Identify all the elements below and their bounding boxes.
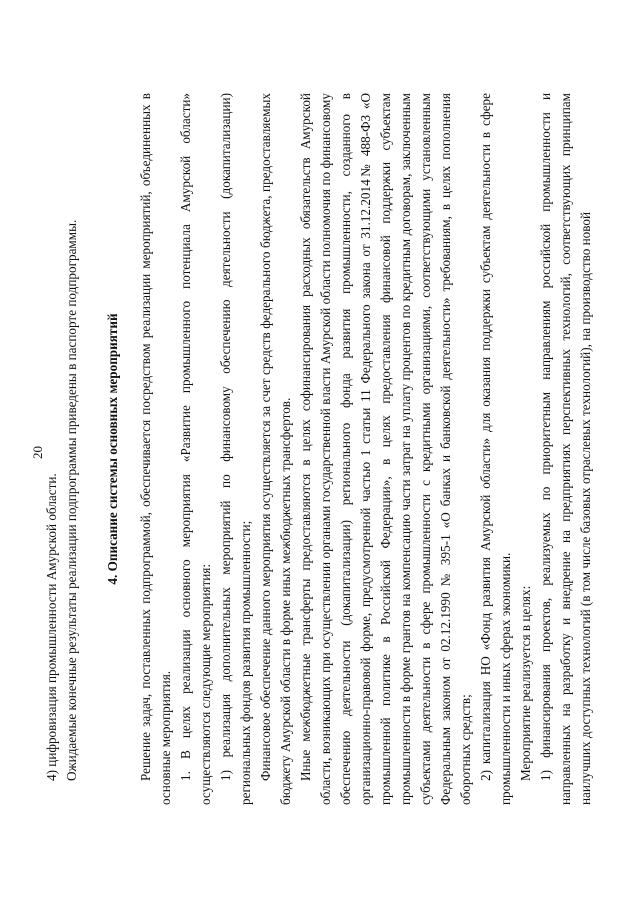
section-paragraph: 2) капитализация НО «Фонд развития Амурской области» для оказания поддержки субъектам деятельности в сфере промышленности и иных сферах экономики. [478, 93, 513, 805]
section-paragraph: Мероприятие реализуется в целях: [518, 585, 533, 781]
section-paragraph: 1. В целях реализации основного мероприятия «Развитие промышленного потенциала Амурской области» осуществляются следующие мероприятия: [178, 93, 213, 805]
section-paragraph: 1) финансирования проектов, реализуемых по приоритетным направлениям российской промышленности и направленных на разработку и внедрение на предприятиях перспективных технологий, соответствующих принципам наилучших доступных технологий (в том числе базовых отраслевых технологий), на производство новой [538, 93, 593, 805]
section-paragraph: Финансовое обеспечение данного мероприятия осуществляется за счет средств федерального бюджета, предоставляемых бюджету Амурской области в форме иных межбюджетных трансфертов. [258, 93, 293, 805]
section-paragraph: 1) реализация дополнительных мероприятий по финансовому обеспечению деятельности (докапитализации) региональных фондов развития промышленности; [218, 93, 253, 805]
section-heading: 4. Описание системы основных мероприятий [105, 313, 120, 585]
page-number: 20 [30, 446, 45, 459]
section-paragraph: Решение задач, поставленных подпрограммой, обеспечивается посредством реализации мероприятий, объединенных в основные мероприятия. [138, 93, 173, 805]
intro-item-4: 4) цифровизация промышленности Амурской области. [44, 473, 59, 781]
intro-expected-results: Ожидаемые конечные результаты реализации подпрограммы приведены в паспорте подпрограммы. [64, 219, 79, 781]
document-body [42, 93, 596, 805]
section-paragraph: Иные межбюджетные трансферты предоставляются в целях софинансирования расходных обязательств Амурской области, возникающих при осуществлении органами государственной власти Амурской области полномочия по финансовому обеспечению деятельности (докапитализации) регионального фонда развития промышленности, созданного в организационно-правовой форме, предусмотренной частью 1 статьи 11 Федерального закона от 31.12.2014№ 488-ФЗ «О промышленной политике в Российской Федерации», в целях предоставления финансовой поддержки субъектам промышленности в форме грантов на компенсацию части затрат на уплату процентов по кредитным договорам, заключенным субъектами деятельности в сфере промышленности с кредитными организациями, соответствующими установленным Федеральным законом от 02.12.1990 № 395-1 «О банках и банковской деятельности» требованиям, в целях пополнения оборотных средств; [298, 93, 473, 805]
